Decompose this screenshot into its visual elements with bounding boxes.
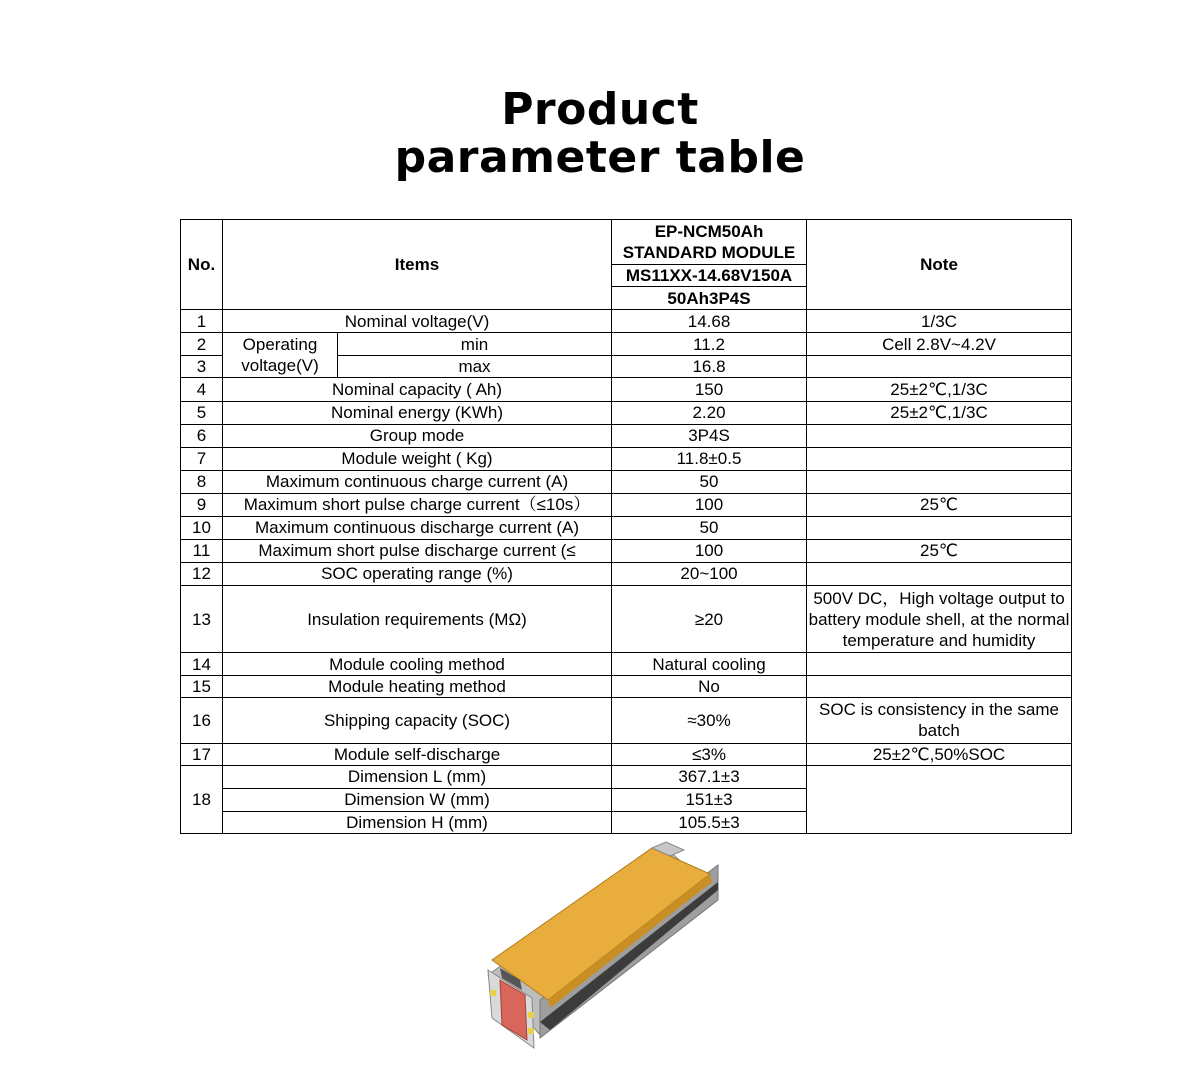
row-no: 17 [181,743,223,765]
row-item: Maximum continuous discharge current (A) [223,516,612,539]
table-row [181,765,1072,788]
row-no: 1 [181,310,223,333]
row-note: 25±2℃,50%SOC [807,743,1072,765]
row-value: ≤3% [612,743,807,765]
row-value: 11.8±0.5 [612,447,807,470]
row-note [807,765,1072,833]
row-value: 14.68 [612,310,807,333]
table-row [181,698,1072,743]
table-row [181,447,1072,470]
row-no: 11 [181,539,223,562]
table-row [181,676,1072,698]
row-value: 100 [612,493,807,516]
table-row [181,653,1072,676]
table-row [181,586,1072,653]
row-value: ≈30% [612,698,807,743]
table-row [181,539,1072,562]
row-item: Dimension H (mm) [223,811,612,833]
parameter-table [180,219,1072,834]
title-line-2: parameter table [394,132,806,183]
table-row [181,424,1072,447]
row-item: Dimension W (mm) [223,788,612,811]
header-model-code: MS11XX-14.68V150A [612,265,807,287]
row-no: 16 [181,698,223,743]
row-note [807,562,1072,585]
row-note: Cell 2.8V~4.2V [807,333,1072,356]
row-item: Maximum continuous charge current (A) [223,470,612,493]
page-title [0,86,1200,182]
row-no: 4 [181,378,223,401]
header-items: Items [223,220,612,310]
row-no: 6 [181,424,223,447]
row-item: Module weight ( Kg) [223,447,612,470]
row-value: 150 [612,378,807,401]
row-value: Natural cooling [612,653,807,676]
row-item: Module heating method [223,676,612,698]
row-item: Nominal voltage(V) [223,310,612,333]
row-value: 11.2 [612,333,807,356]
header-model-line-1: EP-NCM50Ah [654,222,764,242]
row-value: 20~100 [612,562,807,585]
row-note: 500V DC，High voltage output to battery module shell, at the normal temperature and humidity [807,586,1072,653]
table-row [181,310,1072,333]
row-note: 25℃ [807,493,1072,516]
row-item: Module self-discharge [223,743,612,765]
row-value: 16.8 [612,356,807,378]
row-value: 105.5±3 [612,811,807,833]
row-item: Nominal capacity ( Ah) [223,378,612,401]
table-row [181,516,1072,539]
row-note [807,424,1072,447]
row-value: 2.20 [612,401,807,424]
row-note [807,653,1072,676]
row-note: 25±2℃,1/3C [807,378,1072,401]
table-row [181,562,1072,585]
row-no: 7 [181,447,223,470]
table-row [181,743,1072,765]
title-line-1: Product [501,84,699,135]
row-item: Group mode [223,424,612,447]
row-no: 9 [181,493,223,516]
row-no: 2 [181,333,223,356]
row-note: 25±2℃,1/3C [807,401,1072,424]
header-no: No. [181,220,223,310]
row-value: 50 [612,470,807,493]
row-value: No [612,676,807,698]
row-note: 25℃ [807,539,1072,562]
row-item: Maximum short pulse charge current（≤10s） [223,493,612,516]
row-note [807,676,1072,698]
battery-module-icon [470,840,730,1055]
row-no: 15 [181,676,223,698]
row-item: Maximum short pulse discharge current (≤ [223,539,612,562]
table-row [181,401,1072,424]
row-no: 8 [181,470,223,493]
row-no: 18 [181,765,223,833]
header-model [612,220,807,265]
table-row [181,493,1072,516]
header-note: Note [807,220,1072,310]
row-item: max [338,356,612,378]
header-model-line-2: STANDARD MODULE [622,243,796,263]
row-value: 3P4S [612,424,807,447]
table-row [181,470,1072,493]
row-note: 1/3C [807,310,1072,333]
table-row [181,333,1072,356]
row-item: Shipping capacity (SOC) [223,698,612,743]
row-no: 5 [181,401,223,424]
row-item: SOC operating range (%) [223,562,612,585]
row-note [807,356,1072,378]
row-note [807,447,1072,470]
row-item: Nominal energy (KWh) [223,401,612,424]
row-value: 151±3 [612,788,807,811]
row-item: Insulation requirements (MΩ) [223,586,612,653]
table-row [181,378,1072,401]
row-no: 12 [181,562,223,585]
row-no: 10 [181,516,223,539]
row-no: 14 [181,653,223,676]
row-item: min [338,333,612,356]
row-note [807,470,1072,493]
row-note: SOC is consistency in the same batch [807,698,1072,743]
row-note [807,516,1072,539]
header-model-config: 50Ah3P4S [612,287,807,310]
row-group-operating-voltage: Operating voltage(V) [223,333,338,378]
row-value: 50 [612,516,807,539]
row-value: 100 [612,539,807,562]
row-no: 13 [181,586,223,653]
row-item: Module cooling method [223,653,612,676]
row-value: ≥20 [612,586,807,653]
row-item: Dimension L (mm) [223,765,612,788]
row-no: 3 [181,356,223,378]
row-value: 367.1±3 [612,765,807,788]
